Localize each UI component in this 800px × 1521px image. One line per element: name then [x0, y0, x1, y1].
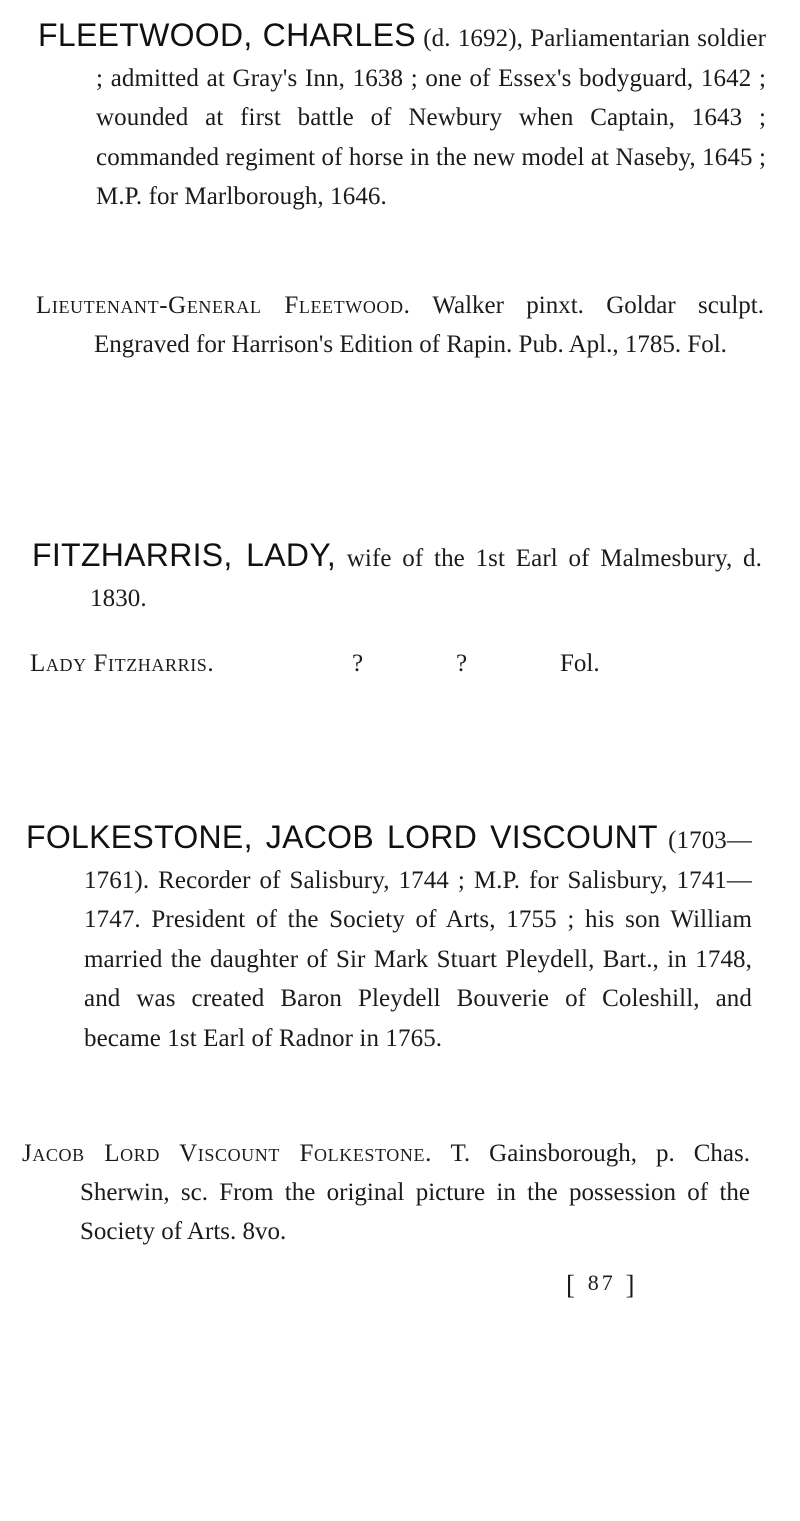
entry-heading: FLEETWOOD, CHARLES — [38, 17, 416, 53]
page-number-close-bracket: ] — [625, 1270, 638, 1300]
entry-description: (1703—1761). Recorder of Salisbury, 1744 ; M.P. for Salisbury, 1741—1747. President of the Society of Arts, 1755 ; his son William married the daughter of Sir Mark Stuart Pleydell, Bart., in 1748, and was created Baron Pleydell Bouverie of Coleshill, and became 1st Earl of Radnor in 1765. — [84, 827, 752, 1052]
plate-title: Lady Fitzharris. — [30, 650, 215, 677]
plate-title: Jacob Lord Viscount Folkestone. — [22, 1140, 432, 1167]
entry-description: wife of the 1st Earl of Malmesbury, d. 1830. — [90, 545, 762, 612]
entry-biography — [26, 818, 752, 1058]
page-number-value: 87 — [587, 1270, 616, 1295]
plate-publisher: ? — [456, 650, 468, 677]
plate-format: Fol. — [560, 650, 600, 677]
page-number — [566, 1270, 638, 1301]
page-number-open-bracket: [ — [566, 1270, 578, 1300]
entry-plate — [22, 1134, 750, 1251]
entry-plate — [36, 286, 764, 364]
entry-heading: FITZHARRIS, LADY, — [32, 537, 337, 573]
entry-heading: FOLKESTONE, JACOB LORD VISCOUNT — [26, 819, 658, 855]
plate-details: Walker pinxt. Goldar sculpt. Engraved for Harrison's Edition of Rapin. Pub. Apl., 1785. Fol. — [94, 292, 764, 358]
entry-plate — [30, 644, 650, 683]
plate-title: Lieutenant-General Fleetwood. — [36, 292, 411, 319]
entry-biography — [38, 16, 767, 217]
plate-engraver: ? — [352, 650, 364, 677]
entry-description: (d. 1692), Parliamentarian soldier ; admitted at Gray's Inn, 1638 ; one of Essex's bodyguard, 1642 ; wounded at first battle of Newbury when Captain, 1643 ; commanded regiment of horse in the new model at Naseby, 1645 ; M.P. for Marlborough, 1646. — [96, 25, 767, 210]
entry-biography — [32, 536, 762, 618]
plate-details: T. Gainsborough, p. Chas. Sherwin, sc. From the original picture in the possession of the Society of Arts. 8vo. — [80, 1140, 750, 1245]
